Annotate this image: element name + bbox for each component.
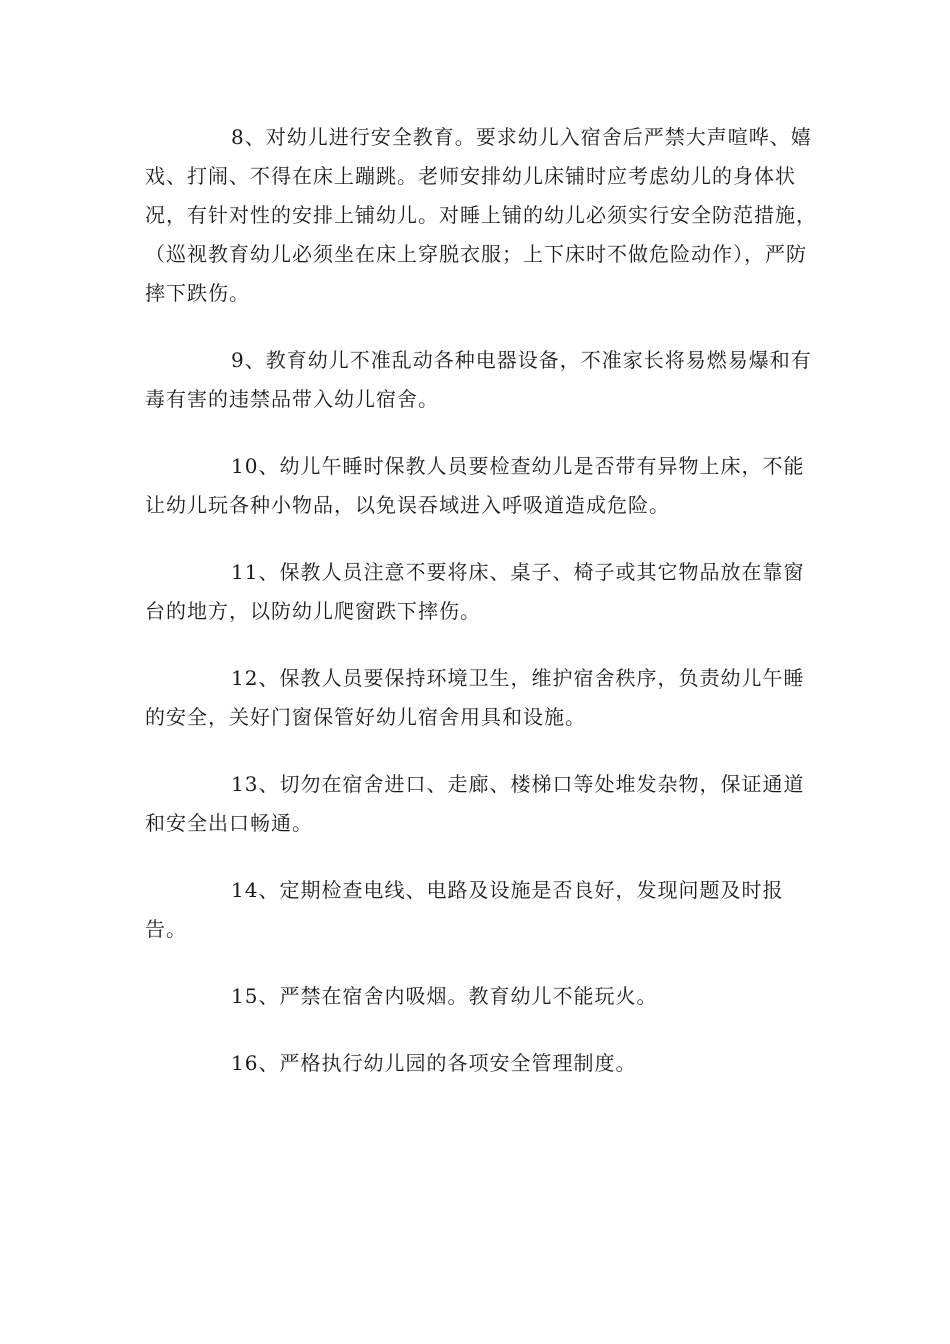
paragraph-9: 9、教育幼儿不准乱动各种电器设备，不准家长将易燃易爆和有毒有害的违禁品带入幼儿宿舍。 [145,348,812,411]
paragraph-14: 14、定期检查电线、电路及设施是否良好，发现问题及时报告。 [145,878,784,941]
paragraph-13: 13、切勿在宿舍进口、走廊、楼梯口等处堆发杂物，保证通道和安全出口畅通。 [145,772,805,835]
paragraph-15: 15、严禁在宿舍内吸烟。教育幼儿不能玩火。 [231,984,658,1008]
paragraph-11: 11、保教人员注意不要将床、桌子、椅子或其它物品放在靠窗台的地方，以防幼儿爬窗跌下摔伤。 [145,560,805,623]
paragraph-8: 8、对幼儿进行安全教育。要求幼儿入宿舍后严禁大声喧哗、嬉戏、打闹、不得在床上蹦跳。老师安排幼儿床铺时应考虑幼儿的身体状况，有针对性的安排上铺幼儿。对睡上铺的幼儿必须实行安全防范措施，（巡视教育幼儿必须坐在床上穿脱衣服；上下床时不做危险动作），严防摔下跌伤。 [145,125,817,305]
document-body [145,118,817,1111]
paragraph-10: 10、幼儿午睡时保教人员要检查幼儿是否带有异物上床，不能让幼儿玩各种小物品，以免误吞域进入呼吸道造成危险。 [145,454,805,517]
paragraph-12: 12、保教人员要保持环境卫生，维护宿舍秩序，负责幼儿午睡的安全，关好门窗保管好幼儿宿舍用具和设施。 [145,666,805,729]
paragraph-16: 16、严格执行幼儿园的各项安全管理制度。 [231,1051,637,1075]
